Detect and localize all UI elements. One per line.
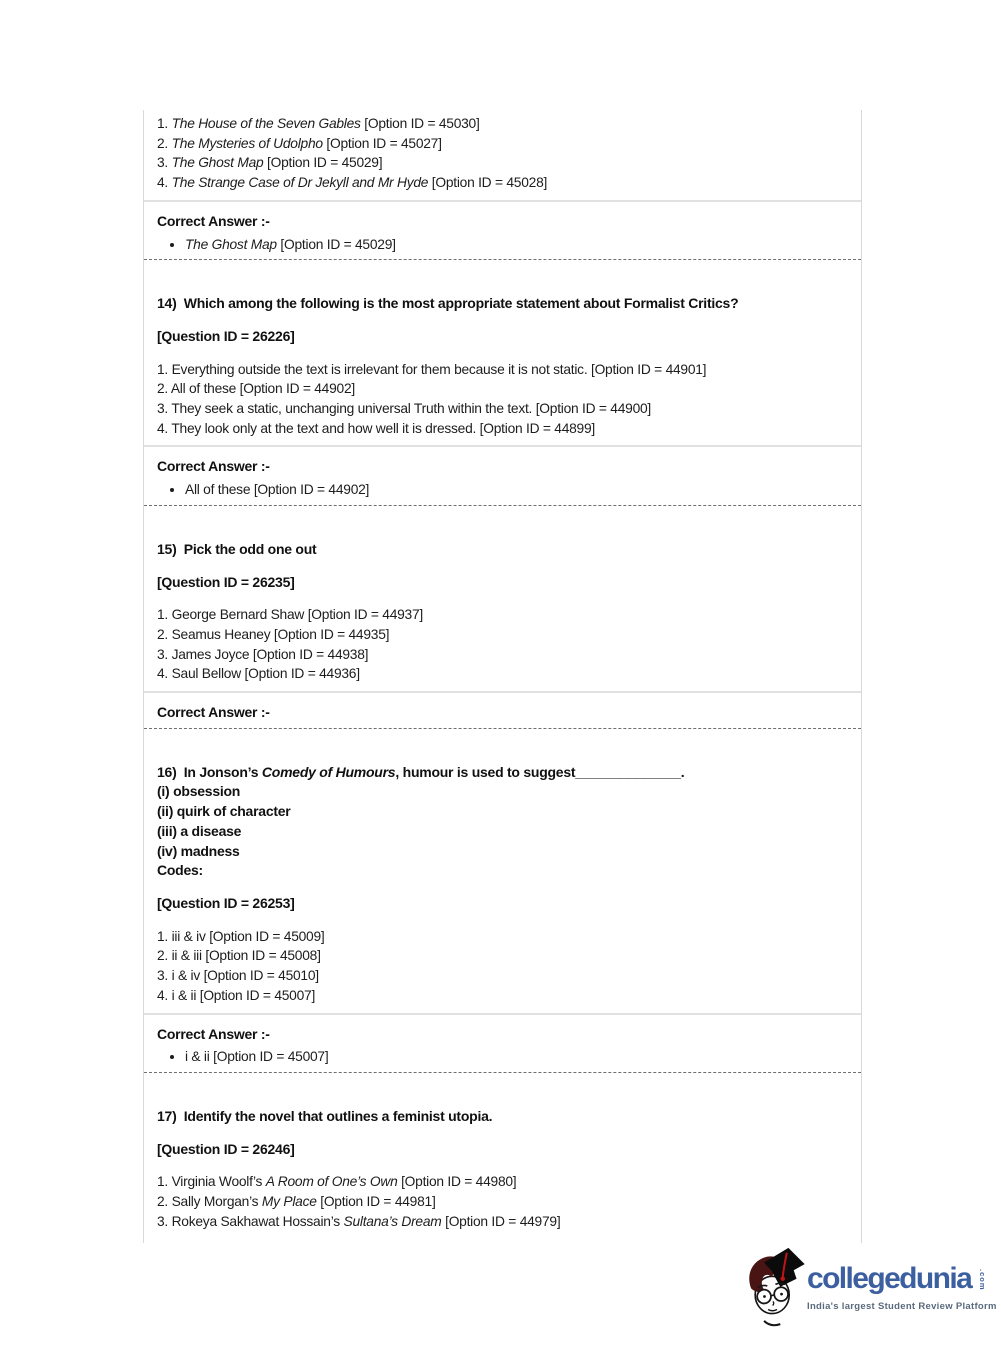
correct-answer-block (144, 691, 861, 728)
option: 1. Virginia Woolf’s A Room of One’s Own [Option ID = 44980] (157, 1174, 517, 1190)
question-heading: 17) Identify the novel that outlines a feminist utopia. (157, 1107, 493, 1124)
option: 2. Seamus Heaney [Option ID = 44935] (157, 626, 390, 642)
correct-answer-block (144, 1013, 861, 1072)
answer-list (157, 235, 848, 255)
options-list (157, 1172, 848, 1231)
option: 2. All of these [Option ID = 44902] (157, 381, 355, 397)
options-list (157, 360, 848, 439)
question-14 (144, 260, 861, 438)
question-subline: (iii) a disease (157, 822, 242, 839)
option: 2. The Mysteries of Udolpho [Option ID = 45027] (157, 135, 442, 151)
option: 4. They look only at the text and how well it is dressed. [Option ID = 44899] (157, 420, 595, 436)
logo-text (807, 1243, 997, 1317)
question-id: [Question ID = 26246] (157, 1140, 295, 1157)
question-id: [Question ID = 26226] (157, 327, 295, 344)
correct-answer-label: Correct Answer :- (157, 704, 270, 721)
brand-suffix: .com (977, 1269, 987, 1291)
collegedunia-logo (741, 1243, 997, 1329)
option: 3. James Joyce [Option ID = 44938] (157, 646, 369, 662)
question-13-options-block (144, 110, 861, 193)
question-15 (144, 506, 861, 684)
brand-tagline: India's largest Student Review Platform (807, 1301, 997, 1312)
answer-item: • All of these [Option ID = 44902] (185, 480, 848, 500)
brand-name: collegedunia (807, 1262, 972, 1295)
option: 2. ii & iii [Option ID = 45008] (157, 948, 321, 964)
correct-answer-label: Correct Answer :- (157, 1025, 270, 1042)
question-subline: Codes: (157, 862, 203, 879)
option: 2. Sally Morgan’s My Place [Option ID = 44981] (157, 1194, 436, 1210)
option: 4. i & ii [Option ID = 45007] (157, 987, 316, 1003)
option: 1. George Bernard Shaw [Option ID = 44937] (157, 607, 423, 623)
options-list (157, 927, 848, 1006)
options-list (157, 605, 848, 684)
question-subline: (ii) quirk of character (157, 803, 291, 820)
answer-item: • i & ii [Option ID = 45007] (185, 1047, 848, 1067)
answer-item: • The Ghost Map [Option ID = 45029] (185, 235, 848, 255)
option: 3. i & iv [Option ID = 45010] (157, 968, 319, 984)
answer-list (157, 1047, 848, 1067)
option: 1. The House of the Seven Gables [Option ID = 45030] (157, 116, 480, 131)
correct-answer-label: Correct Answer :- (157, 212, 270, 229)
question-id: [Question ID = 26235] (157, 573, 295, 590)
question-16 (144, 729, 861, 1006)
option: 3. Rokeya Sakhawat Hossain’s Sultana’s Dream [Option ID = 44979] (157, 1213, 561, 1229)
option: 1. Everything outside the text is irrelevant for them because it is not static. [Option ID = 44901] (157, 361, 707, 377)
option: 4. Saul Bellow [Option ID = 44936] (157, 666, 360, 682)
options-list (157, 114, 848, 193)
option: 4. The Strange Case of Dr Jekyll and Mr Hyde [Option ID = 45028] (157, 175, 548, 191)
question-17 (144, 1073, 861, 1232)
question-id: [Question ID = 26253] (157, 894, 295, 911)
question-paper (143, 110, 862, 1243)
question-heading: 15) Pick the odd one out (157, 540, 317, 557)
question-subline: (iv) madness (157, 842, 240, 859)
question-heading: 16) In Jonson’s Comedy of Humours, humour is used to suggest______________. (157, 763, 685, 780)
option: 3. They seek a static, unchanging universal Truth within the text. [Option ID = 44900] (157, 401, 652, 417)
option: 1. iii & iv [Option ID = 45009] (157, 928, 325, 944)
question-subline: (i) obsession (157, 783, 241, 800)
collegedunia-mascot-icon (741, 1243, 805, 1329)
option: 3. The Ghost Map [Option ID = 45029] (157, 155, 383, 171)
correct-answer-label: Correct Answer :- (157, 458, 270, 475)
question-heading: 14) Which among the following is the most appropriate statement about Formalist Critics? (157, 295, 739, 312)
correct-answer-block (144, 445, 861, 504)
answer-list (157, 480, 848, 500)
correct-answer-block (144, 200, 861, 259)
